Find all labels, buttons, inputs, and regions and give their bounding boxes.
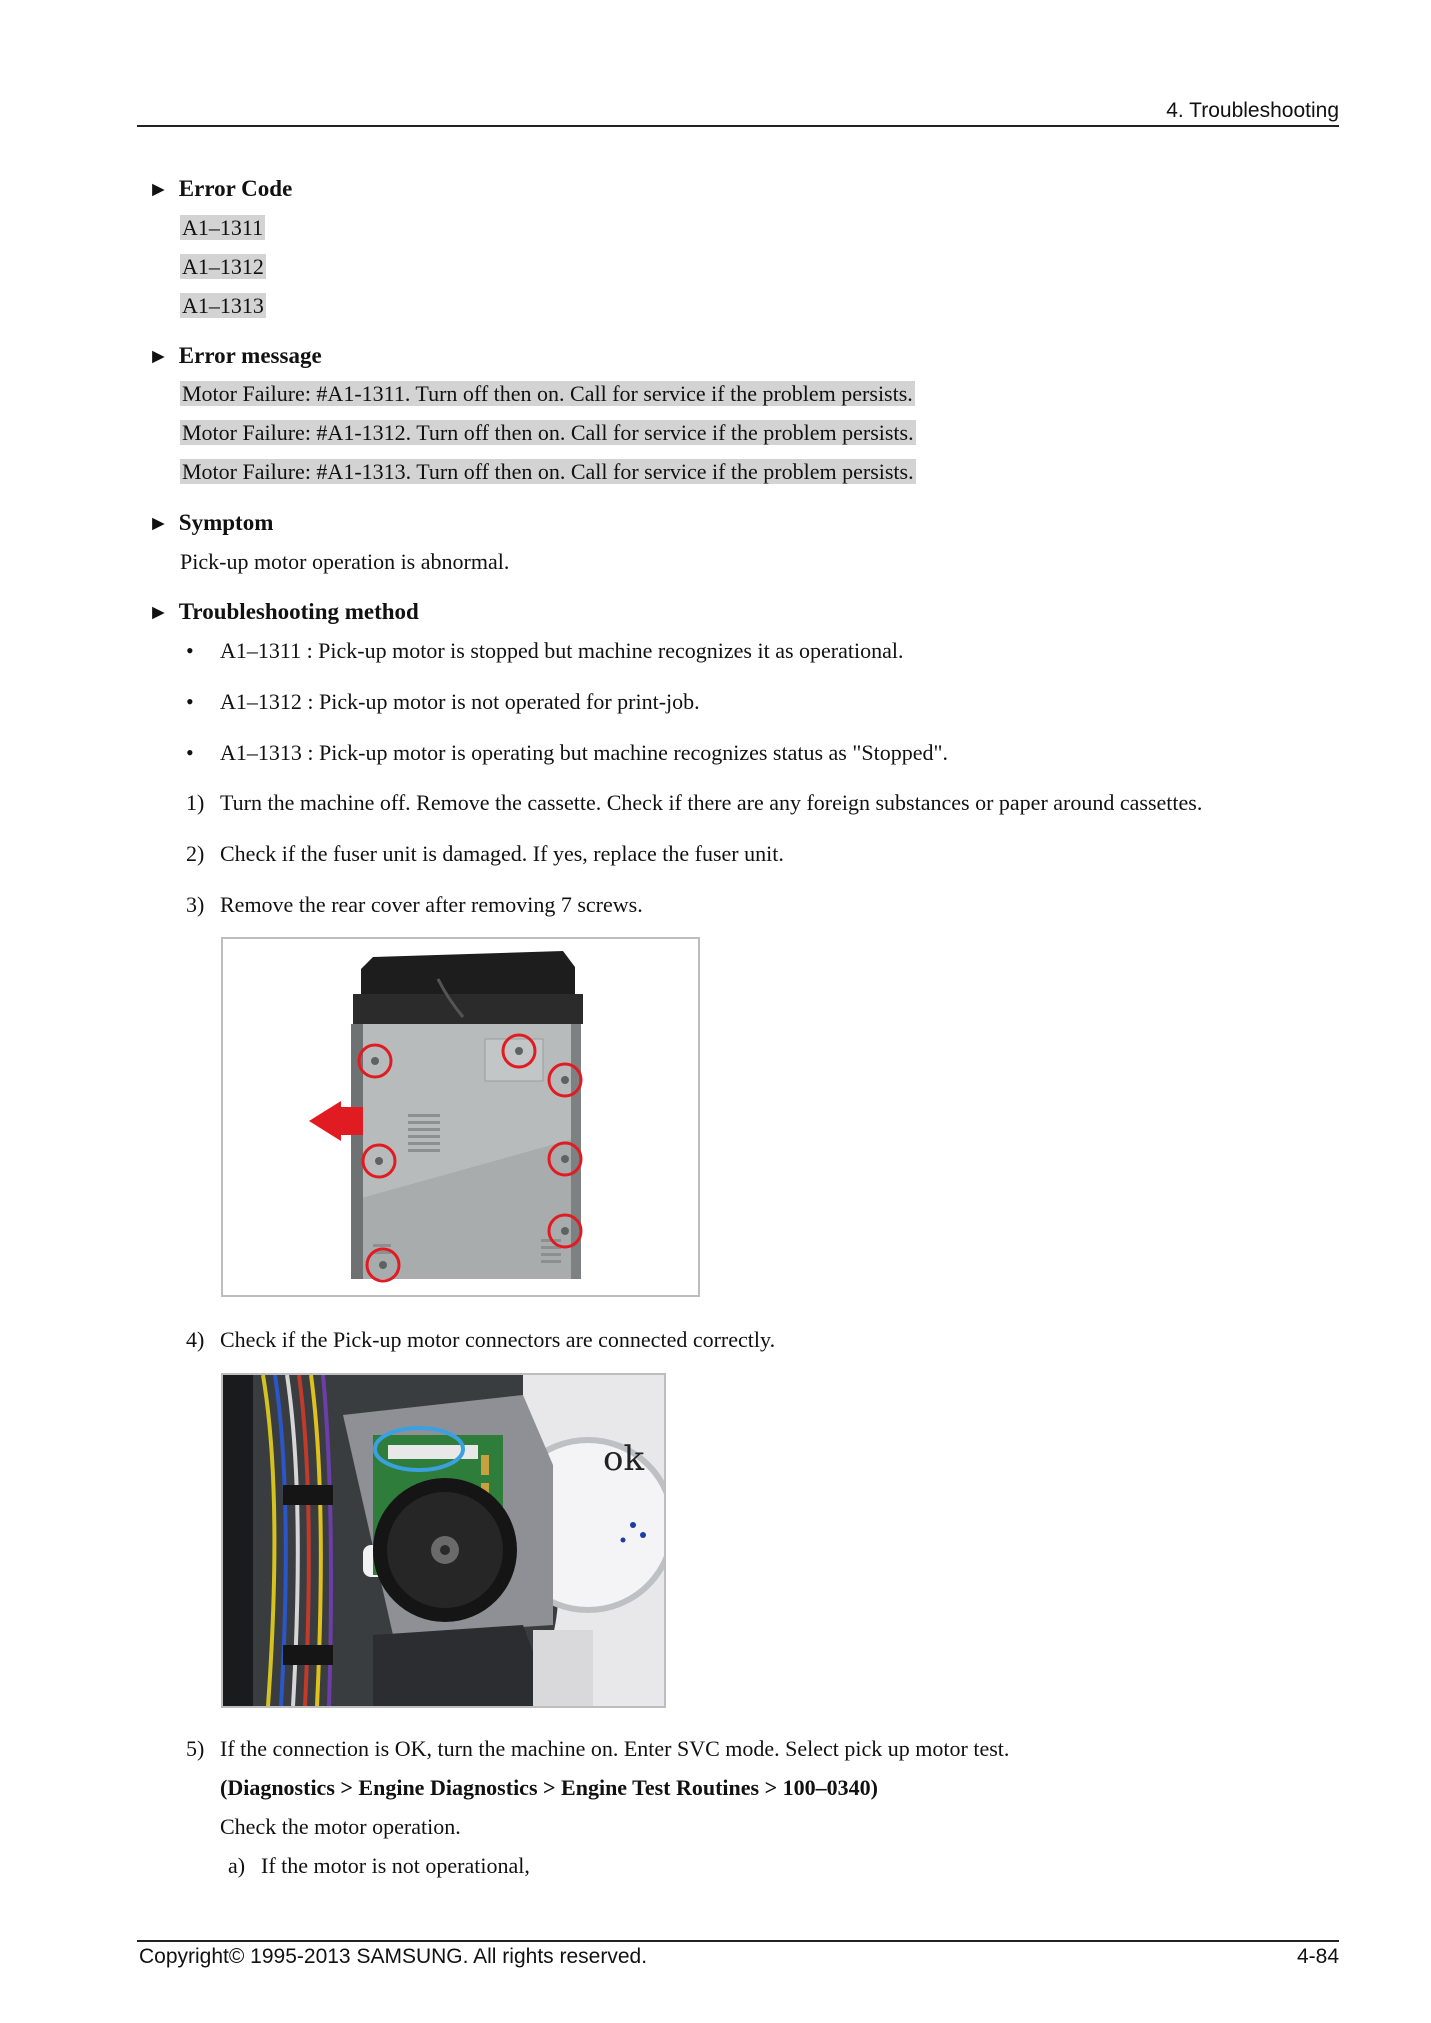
svg-text:ok: ok — [603, 1439, 645, 1479]
triangle-bullet-icon: ► — [148, 177, 169, 201]
page-header — [137, 97, 1339, 127]
bullet-dot: • — [186, 638, 194, 663]
substep-text: If the motor is not operational, — [261, 1853, 530, 1878]
step-number: 2) — [186, 841, 205, 866]
bullet-item: A1–1311 : Pick-up motor is stopped but machine recognizes it as operational. — [220, 638, 904, 663]
error-message: Motor Failure: #A1-1311. Turn off then on. Call for service if the problem persists. — [182, 381, 913, 406]
pickup-motor-illustration — [223, 1375, 664, 1706]
triangle-bullet-icon: ► — [148, 344, 169, 368]
bullet-dot: • — [186, 740, 194, 765]
section-troubleshooting-method — [148, 599, 419, 625]
bullet-item: A1–1313 : Pick-up motor is operating but machine recognizes status as "Stopped". — [220, 740, 948, 765]
section-heading: Symptom — [178, 510, 274, 535]
copyright-text: Copyright© 1995-2013 SAMSUNG. All rights reserved. — [139, 1945, 648, 1968]
rear-cover-illustration — [223, 939, 698, 1295]
triangle-bullet-icon: ► — [148, 600, 169, 624]
step-number: 3) — [186, 892, 205, 917]
error-message-line — [180, 459, 916, 485]
error-message-line — [180, 381, 915, 407]
bullet-dot: • — [186, 689, 194, 714]
step-text: Check the motor operation. — [220, 1814, 461, 1839]
section-error-message — [148, 343, 322, 369]
error-code-line — [180, 293, 266, 319]
bullet-item: A1–1312 : Pick-up motor is not operated for print-job. — [220, 689, 700, 714]
error-message-line — [180, 420, 916, 446]
error-code: A1–1311 — [182, 215, 264, 240]
error-message: Motor Failure: #A1-1312. Turn off then on. Call for service if the problem persists. — [182, 420, 914, 445]
step-number: 5) — [186, 1736, 205, 1761]
section-heading: Error Code — [178, 176, 293, 201]
section-error-code — [148, 176, 292, 202]
step-number: 4) — [186, 1327, 205, 1352]
header-title: 4. Troubleshooting — [1166, 99, 1339, 122]
error-code: A1–1312 — [182, 254, 264, 279]
step-number: 1) — [186, 790, 205, 815]
page-footer — [137, 1940, 1339, 1968]
symptom-text: Pick-up motor operation is abnormal. — [180, 549, 510, 574]
section-heading: Troubleshooting method — [178, 599, 419, 624]
rear-cover-photo — [221, 937, 700, 1297]
step-text: Check if the Pick-up motor connectors are connected correctly. — [220, 1327, 776, 1352]
error-code-line — [180, 254, 266, 280]
section-symptom — [148, 510, 273, 536]
pickup-motor-photo — [221, 1373, 666, 1708]
step-text: Turn the machine off. Remove the cassette. Check if there are any foreign substances or paper around cassettes. — [220, 790, 1203, 815]
error-code: A1–1313 — [182, 293, 264, 318]
section-heading: Error message — [178, 343, 322, 368]
error-message: Motor Failure: #A1-1313. Turn off then on. Call for service if the problem persists. — [182, 459, 914, 484]
step-text: Check if the fuser unit is damaged. If yes, replace the fuser unit. — [220, 841, 784, 866]
page-number: 4-84 — [1296, 1945, 1339, 1968]
substep-number: a) — [228, 1853, 246, 1878]
error-code-line — [180, 215, 265, 241]
step-text: Remove the rear cover after removing 7 screws. — [220, 892, 643, 917]
step-text: If the connection is OK, turn the machine on. Enter SVC mode. Select pick up motor test. — [220, 1736, 1010, 1761]
svc-menu-path: (Diagnostics > Engine Diagnostics > Engine Test Routines > 100–0340) — [220, 1775, 878, 1800]
triangle-bullet-icon: ► — [148, 511, 169, 535]
